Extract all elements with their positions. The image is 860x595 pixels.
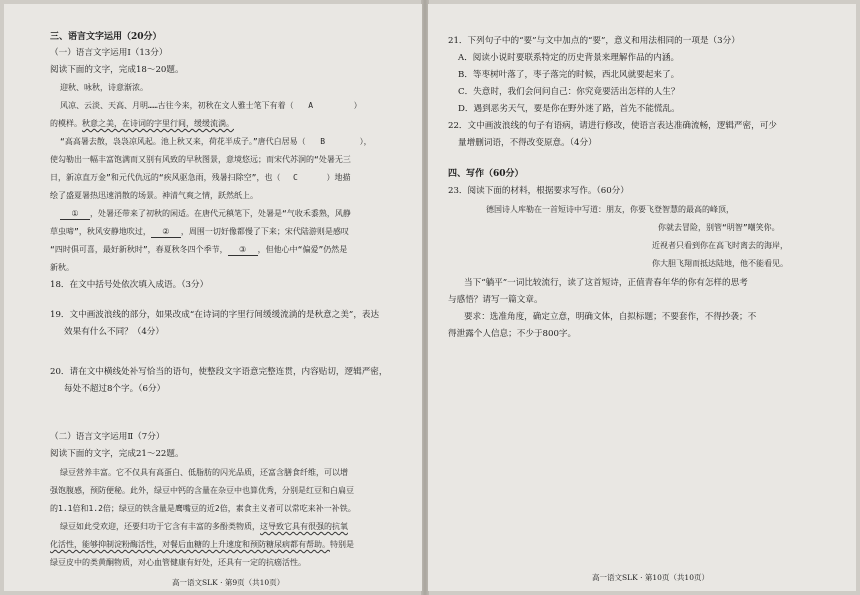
question-18: 18．在文中括号处依次填入成语。（3分） bbox=[50, 280, 209, 290]
passage-1-line: “高高暑去散，袅袅凉风起。池上秋又来，荷花半成子。”唐代白居易（ B ）， bbox=[60, 137, 372, 146]
passage-2-line: 绿豆皮中的类黄酮物质，对心血管健康有好处，还具有一定的抗癌活性。 bbox=[50, 558, 306, 567]
part-2-instruction: 阅读下面的文字，完成21～22题。 bbox=[50, 449, 184, 459]
wavy-underlined-sentence-2: 这导致它具有很强的抗氧 bbox=[260, 522, 348, 531]
part-2-heading: （二）语言文字运用Ⅱ（7分） bbox=[50, 432, 165, 442]
question-20-cont: 每处不超过8个字。（6分） bbox=[64, 384, 166, 394]
passage-1-line: 新秋。 bbox=[50, 263, 74, 272]
passage-2-line: 强饱腹感，预防便秘。此外，绿豆中钙的含量在杂豆中也算优秀，分别是红豆和白扁豆 bbox=[50, 486, 354, 495]
question-22: 22．文中画波浪线的句子有语病，请进行修改，使语言表达准确流畅，逻辑严密，可少 bbox=[448, 121, 777, 131]
wavy-underlined-sentence: 秋意之美，在诗词的字里行间，缓缓流淌。 bbox=[82, 119, 234, 128]
wavy-underlined-sentence-2-cont: 化活性，能够抑制淀粉酶活性，对餐后血糖的上升速度和预防糖尿病都有帮助。 bbox=[50, 540, 330, 549]
passage-2-line: 的1.1倍和1.2倍；绿豆的铁含量是鹰嘴豆的近2倍，素食主义者可以常吃来补一补铁。 bbox=[50, 504, 356, 513]
page-footer: 高一语文SLK · 第9页（共10页） bbox=[172, 578, 285, 587]
passage-1-line: 风凉、云淡、天高、月明……古往今来，初秋在文人雅士笔下有着（ A ） bbox=[60, 101, 362, 110]
poem-line: 德国诗人库勒在一首短诗中写道：朋友，你要飞登智慧的最高的峰顶， bbox=[486, 205, 734, 214]
exam-page-9 bbox=[4, 4, 422, 591]
poem-line: 你大胆飞翔而抵达陆地，他不能看见。 bbox=[652, 259, 788, 268]
passage-2-line: 绿豆如此受欢迎，还要归功于它含有丰富的多酚类物质，这导致它具有很强的抗氧 bbox=[60, 522, 348, 531]
question-21: 21．下列句子中的“要”与文中加点的“要”，意义和用法相同的一项是（3分） bbox=[448, 36, 740, 46]
blank-b: B bbox=[320, 137, 326, 146]
exam-page-10 bbox=[428, 4, 856, 591]
question-23: 23．阅读下面的材料，根据要求写作。（60分） bbox=[448, 186, 629, 196]
section-3-heading: 三、语言文字运用（20分） bbox=[50, 32, 162, 42]
blank-a: A bbox=[308, 101, 314, 110]
option-d: D．遇到恶劣天气，要是你在野外迷了路，首先不能慌乱。 bbox=[458, 104, 680, 114]
section-4-heading: 四、写作（60分） bbox=[448, 169, 524, 179]
passage-1-line: 迎秋、咏秋，诗意渐浓。 bbox=[60, 83, 148, 92]
fill-blank-2: ② bbox=[151, 226, 181, 238]
option-b: B．等枣树叶落了，枣子落完的时候，西北风就要起来了。 bbox=[458, 70, 680, 80]
passage-1-line: 的模样。秋意之美，在诗词的字里行间，缓缓流淌。 bbox=[50, 119, 234, 128]
passage-1-line: “四时俱可喜，最好新秋时”，春夏秋冬四个季节， ③ ，但他心中“偏爱”仍然是 bbox=[50, 245, 348, 254]
material-text: 当下“躺平”一词比较流行，读了这首短诗，正值青春年华的你有怎样的思考 bbox=[464, 278, 748, 288]
material-text-cont: 与感悟？请写一篇文章。 bbox=[448, 295, 543, 305]
poem-line: 近视者只看到你在高飞时离去的海岸， bbox=[652, 241, 788, 250]
requirements: 要求：选准角度，确定立意，明确文体，自拟标题；不要套作，不得抄袭；不 bbox=[464, 312, 757, 322]
option-c: C．失意时，我们会问问自己：你究竟要活出怎样的人生？ bbox=[458, 87, 680, 97]
fill-blank-1: ① bbox=[60, 208, 90, 220]
fill-blank-3: ③ bbox=[228, 244, 258, 256]
option-a: A．阅读小说时要联系特定的历史背景来理解作品的内涵。 bbox=[458, 53, 680, 63]
requirements-cont: 得泄露个人信息；不少于800字。 bbox=[448, 329, 577, 339]
part-1-heading: （一）语言文字运用Ⅰ（13分） bbox=[50, 48, 168, 58]
passage-1-line: ① ，处暑还带来了初秋的闲适。在唐代元稹笔下，处暑是“气收禾黍熟，风静 bbox=[60, 208, 351, 220]
passage-1-line: 草虫啼”，秋风安静地吹过， ② ，周围一切好像都慢了下来；宋代陆游则是感叹 bbox=[50, 227, 349, 236]
question-20: 20．请在文中横线处补写恰当的语句，使整段文字语意完整连贯，内容贴切，逻辑严密， bbox=[50, 367, 388, 377]
question-19-cont: 效果有什么不同？（4分） bbox=[64, 327, 164, 337]
part-1-instruction: 阅读下面的文字，完成18～20题。 bbox=[50, 65, 184, 75]
question-19: 19．文中画波浪线的部分，如果改成“在诗词的字里行间缓缓流淌的是秋意之美”，表达 bbox=[50, 310, 380, 320]
question-22-cont: 量增删词语，不得改变原意。（4分） bbox=[458, 138, 597, 148]
passage-2-line: 化活性，能够抑制淀粉酶活性，对餐后血糖的上升速度和预防糖尿病都有帮助。特别是 bbox=[50, 540, 354, 549]
passage-1-line: 使勾勒出一幅丰富饱满而又别有风致的早秋图景，意境悠远；而宋代苏泂的“处暑无三 bbox=[50, 155, 351, 164]
poem-line: 你就去冒险，别管“明智”嘲笑你。 bbox=[658, 223, 780, 232]
passage-1-line: 日，新凉直万金”和元代仇远的“疾风驱急雨，残暑扫除空”，也（ C ）地描 bbox=[50, 173, 351, 182]
page-footer: 高一语文SLK · 第10页（共10页） bbox=[592, 573, 709, 582]
passage-2-line: 绿豆营养丰富。它不仅具有高蛋白、低脂肪的闪光品质，还富含膳食纤维，可以增 bbox=[60, 468, 348, 477]
blank-c: C bbox=[293, 173, 298, 182]
passage-1-line: 绘了盛夏暑热迅速消散的场景。神清气爽之情，跃然纸上。 bbox=[50, 191, 258, 200]
